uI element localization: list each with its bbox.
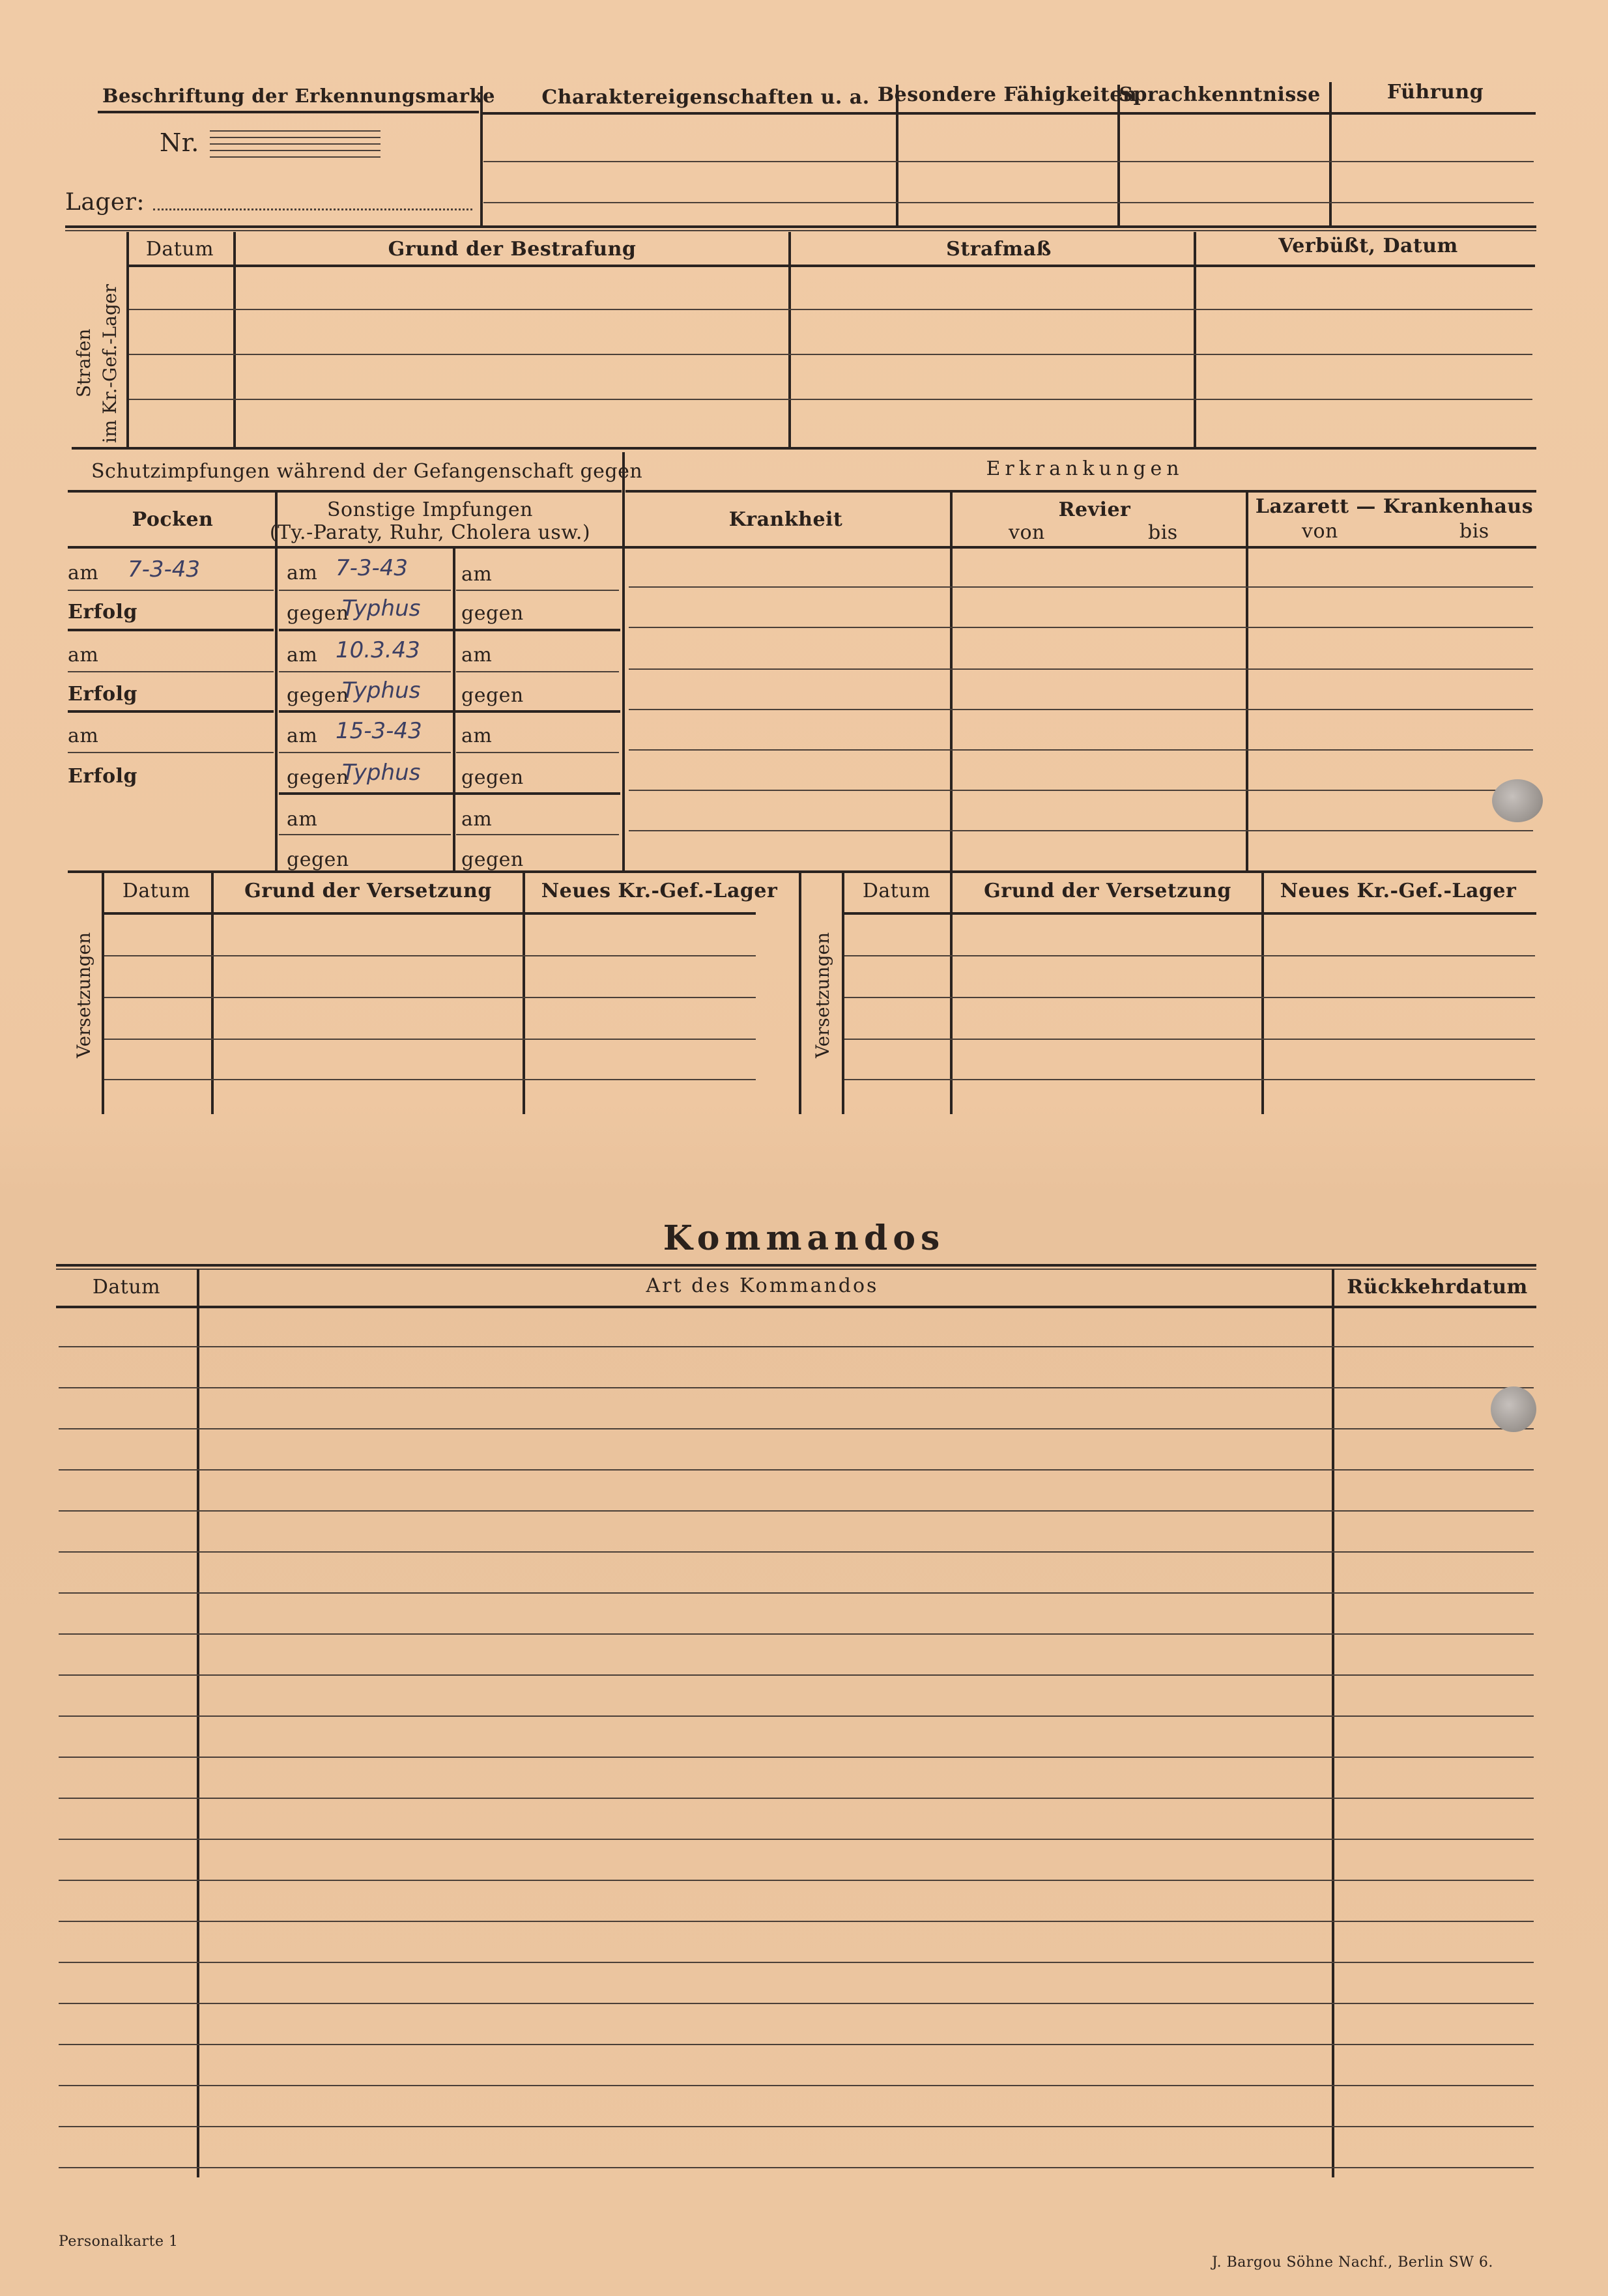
rule: [1194, 232, 1196, 447]
vers-col-lager: Neues Kr.-Gef.-Lager: [541, 880, 778, 902]
rule: [629, 709, 1533, 710]
rule: [68, 629, 274, 631]
kommandos-row-line: [59, 1839, 1534, 1840]
rule: [629, 668, 1533, 670]
kommandos-row-line: [59, 2003, 1534, 2004]
strafen-side-label-2: im Kr.-Gef.-Lager: [99, 284, 121, 443]
rule: [279, 629, 620, 631]
sonstige-am-label: am: [287, 808, 318, 831]
erk-col-lazarett: Lazarett — Krankenhaus: [1255, 495, 1534, 518]
vers-col-grund: Grund der Versetzung: [244, 880, 492, 902]
kommandos-col-rueckkehr: Rückkehrdatum: [1347, 1276, 1528, 1299]
kommandos-row-line: [59, 1715, 1534, 1717]
kommandos-col-datum: Datum: [92, 1276, 161, 1299]
rule: [104, 912, 756, 915]
rule: [279, 671, 451, 672]
rule: [275, 493, 278, 870]
erk-col-revier: Revier: [1058, 498, 1131, 521]
rule: [950, 873, 953, 1114]
kommandos-row-line: [59, 1880, 1534, 1881]
pocken-erfolg-label: Erfolg: [68, 601, 137, 624]
kommandos-row-line: [59, 2044, 1534, 2045]
rule: [844, 912, 1536, 915]
rule: [65, 230, 1536, 231]
sonstige-gegen-label: gegen: [461, 848, 524, 871]
rule: [950, 493, 953, 870]
rule: [480, 112, 1536, 115]
sonstige-gegen-label: gegen: [287, 684, 349, 707]
vers-col-datum-2: Datum: [862, 880, 931, 902]
rule: [68, 752, 274, 753]
rule: [68, 546, 1536, 549]
sonstige-am-label: am: [287, 562, 318, 584]
rule: [456, 671, 619, 672]
impf-col-sonstige-sub: (Ty.-Paraty, Ruhr, Cholera usw.): [269, 521, 591, 544]
punch-hole: [1491, 1386, 1536, 1432]
header-fuehrung: Führung: [1386, 81, 1484, 104]
kommandos-row-line: [59, 1674, 1534, 1676]
sonstige-disease-2[interactable]: Typhus: [342, 678, 421, 704]
kommandos-row-line: [59, 2085, 1534, 2086]
kommandos-row-line: [59, 1469, 1534, 1471]
kommandos-row-line: [59, 1346, 1534, 1347]
rule: [56, 1264, 1536, 1267]
rule: [129, 265, 1535, 267]
rule: [279, 710, 620, 713]
rule: [799, 873, 801, 1114]
impf-col-pocken: Pocken: [132, 508, 214, 531]
label-nr: Nr.: [160, 128, 199, 157]
kommandos-row-line: [59, 1921, 1534, 1922]
header-faehigkeiten: Besondere Fähigkeiten: [877, 83, 1138, 106]
sonstige-date-3[interactable]: 15-3-43: [336, 718, 422, 744]
label-erkennungsmarke: Beschriftung der Erkennungsmarke: [102, 85, 496, 107]
rule: [842, 873, 844, 1114]
impfungen-heading: Schutzimpfungen während der Gefangenschaft gegen: [91, 460, 643, 483]
rule: [56, 1306, 1536, 1308]
rule: [629, 586, 1533, 588]
nr-lines: [210, 130, 380, 158]
rule: [68, 671, 274, 672]
erk-lazarett-von: von: [1302, 520, 1338, 543]
sonstige-am-label: am: [461, 725, 493, 747]
rule: [279, 792, 620, 795]
rule: [1117, 85, 1120, 227]
label-lager: Lager:: [65, 189, 145, 216]
strafen-side-label: Strafen: [73, 328, 94, 397]
pocken-date[interactable]: 7-3-43: [128, 556, 201, 582]
sonstige-gegen-label: gegen: [287, 766, 349, 789]
rule: [129, 354, 1532, 355]
sonstige-am-label: am: [461, 563, 493, 586]
rule: [197, 1269, 199, 2177]
sonstige-gegen-label: gegen: [287, 602, 349, 625]
erk-revier-bis: bis: [1148, 521, 1178, 544]
rule: [483, 161, 1534, 162]
rule: [56, 1269, 1536, 1270]
rule: [1261, 873, 1264, 1114]
strafen-col-verbuesst: Verbüßt, Datum: [1278, 235, 1458, 257]
sonstige-disease-1[interactable]: Typhus: [342, 596, 421, 622]
rule: [68, 870, 1536, 873]
rule: [279, 752, 451, 753]
erk-lazarett-bis: bis: [1459, 520, 1489, 543]
lager-field[interactable]: [153, 208, 472, 210]
rule: [68, 590, 274, 591]
vers-col-datum: Datum: [122, 880, 191, 902]
rule: [233, 232, 236, 447]
rule: [480, 86, 483, 228]
pocken-am-label: am: [68, 644, 99, 667]
kommandos-row-line: [59, 2167, 1534, 2168]
kommandos-row-line: [59, 1551, 1534, 1553]
sonstige-am-label: am: [287, 725, 318, 747]
kommandos-row-line: [59, 2126, 1534, 2127]
vers-col-grund-2: Grund der Versetzung: [984, 880, 1231, 902]
footer-form-name: Personalkarte 1: [59, 2233, 179, 2250]
rule: [844, 1039, 1535, 1040]
kommandos-row-line: [59, 1387, 1534, 1388]
rule: [453, 549, 455, 870]
rule: [104, 1039, 756, 1040]
rule: [211, 873, 214, 1114]
rule: [65, 225, 1536, 228]
impf-col-sonstige: Sonstige Impfungen: [326, 498, 534, 521]
rule: [622, 452, 625, 870]
footer-printer: J. Bargou Söhne Nachf., Berlin SW 6.: [1212, 2254, 1493, 2271]
rule: [72, 447, 1536, 450]
pocken-am-label: am: [68, 725, 99, 747]
rule: [104, 1079, 756, 1080]
kommandos-title: Kommandos: [663, 1218, 945, 1258]
rule: [483, 202, 1534, 203]
rule: [1332, 1269, 1334, 2177]
kommandos-row-line: [59, 1798, 1534, 1799]
rule: [844, 997, 1535, 998]
rule: [279, 590, 451, 591]
sonstige-am-label: am: [461, 808, 493, 831]
erk-col-krankheit: Krankheit: [728, 508, 843, 531]
punch-hole: [1492, 779, 1543, 822]
kommandos-row-line: [59, 1428, 1534, 1429]
rule: [523, 873, 525, 1114]
rule: [129, 309, 1532, 310]
kommandos-row-line: [59, 1757, 1534, 1758]
sonstige-disease-3[interactable]: Typhus: [342, 760, 421, 786]
sonstige-date-1[interactable]: 7-3-43: [336, 555, 409, 581]
rule: [68, 710, 274, 713]
rule: [629, 749, 1533, 751]
rule: [629, 790, 1533, 791]
kommandos-col-art: Art des Kommandos: [646, 1274, 879, 1297]
rule: [456, 834, 619, 835]
sonstige-am-label: am: [287, 644, 318, 667]
rule: [625, 490, 1536, 493]
rule: [98, 111, 479, 113]
rule: [456, 752, 619, 753]
rule: [104, 955, 756, 956]
sonstige-gegen-label: gegen: [461, 766, 524, 789]
strafen-col-strafmass: Strafmaß: [946, 238, 1052, 261]
pocken-erfolg-label: Erfolg: [68, 683, 137, 706]
rule: [104, 997, 756, 998]
rule: [102, 873, 104, 1114]
sonstige-gegen-label: gegen: [461, 684, 524, 707]
kommandos-row-line: [59, 1592, 1534, 1594]
rule: [1329, 82, 1332, 227]
rule: [68, 490, 622, 493]
rule: [1246, 493, 1248, 870]
strafen-col-datum: Datum: [145, 238, 214, 261]
rule: [844, 955, 1535, 956]
sonstige-gegen-label: gegen: [461, 602, 524, 625]
header-sprachen: Sprachkenntnisse: [1119, 83, 1321, 106]
sonstige-gegen-label: gegen: [287, 848, 349, 871]
rule: [788, 232, 791, 447]
pocken-am-label: am: [68, 562, 99, 584]
sonstige-date-2[interactable]: 10.3.43: [336, 637, 420, 663]
header-charakter: Charaktereigenschaften u. a.: [541, 86, 870, 109]
erkrankungen-heading: Erkrankungen: [986, 457, 1184, 480]
versetzungen-side-label: Versetzungen: [73, 932, 94, 1058]
rule: [129, 399, 1532, 400]
kommandos-row-line: [59, 1962, 1534, 1963]
versetzungen-side-label: Versetzungen: [812, 932, 833, 1058]
rule: [629, 830, 1533, 831]
rule: [896, 85, 898, 227]
erk-revier-von: von: [1009, 521, 1045, 544]
kommandos-row-line: [59, 1510, 1534, 1512]
rule: [844, 1079, 1535, 1080]
sonstige-am-label: am: [461, 644, 493, 667]
kommandos-row-line: [59, 1633, 1534, 1635]
pocken-erfolg-label: Erfolg: [68, 765, 137, 788]
rule: [456, 590, 619, 591]
rule: [279, 834, 451, 835]
strafen-col-grund: Grund der Bestrafung: [388, 238, 637, 261]
vers-col-lager-2: Neues Kr.-Gef.-Lager: [1280, 880, 1517, 902]
rule: [629, 627, 1533, 628]
